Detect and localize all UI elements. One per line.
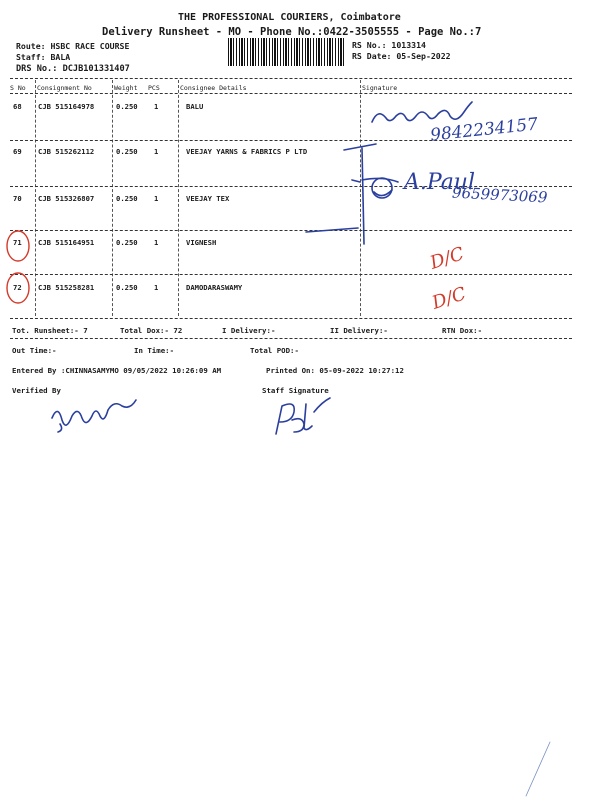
row-sno: 70 [13, 194, 22, 203]
entered-by: Entered By :CHINNASAMYMO 09/05/2022 10:26:09 AM [12, 366, 222, 375]
rtn-dox: RTN Dox:- [442, 326, 483, 335]
dc-mark: D/C [427, 243, 467, 274]
row-rule [10, 230, 572, 231]
row-consignment: CJB 515164978 [38, 102, 95, 111]
staff-label: Staff: BALA [16, 52, 71, 62]
row-sno: 71 [13, 238, 22, 247]
row-rule [10, 274, 572, 275]
second-delivery: II Delivery:- [330, 326, 388, 335]
row-pcs: 1 [154, 102, 159, 111]
row-sno: 68 [13, 102, 22, 111]
header-rule [10, 93, 572, 94]
row-consignee: DAMODARASWAMY [186, 283, 243, 292]
col-pcs: PCS [148, 84, 160, 92]
col-divider [178, 80, 179, 316]
row-pcs: 1 [154, 238, 159, 247]
verified-signature [46, 394, 146, 434]
route-label: Route: HSBC RACE COURSE [16, 41, 130, 51]
row-consignment: CJB 515258281 [38, 283, 95, 292]
total-dox: Total Dox:- 72 [120, 326, 183, 335]
dc-mark: D/C [429, 283, 469, 314]
col-sno: S No [10, 84, 26, 92]
row-sno: 69 [13, 147, 22, 156]
in-time: In Time:- [134, 346, 175, 355]
handwritten-phone: 9659973069 [451, 183, 548, 207]
staff-signature [268, 394, 338, 440]
col-weight: Weight [114, 84, 138, 92]
row-rule [10, 318, 572, 319]
rs-number: RS No.: 1013314 [352, 40, 426, 50]
out-time: Out Time:- [12, 346, 57, 355]
row-consignment: CJB 515164951 [38, 238, 95, 247]
row-pcs: 1 [154, 194, 159, 203]
row-weight: 0.250 [116, 194, 138, 203]
row-consignee: VEEJAY TEX [186, 194, 230, 203]
barcode [228, 38, 346, 66]
stray-mark [520, 740, 560, 800]
row-pcs: 1 [154, 147, 159, 156]
col-consignee: Consignee Details [180, 84, 247, 92]
col-consignment: Consignment No [37, 84, 92, 92]
runsheet-subtitle: Delivery Runsheet - MO - Phone No.:0422-3505555 - Page No.:7 [102, 26, 482, 38]
row-pcs: 1 [154, 283, 159, 292]
first-delivery: I Delivery:- [222, 326, 276, 335]
row-weight: 0.250 [116, 283, 138, 292]
row-consignment: CJB 515326807 [38, 194, 95, 203]
row-sno: 72 [13, 283, 22, 292]
handwritten-name: A.Paul [404, 170, 476, 195]
company-title: THE PROFESSIONAL COURIERS, Coimbatore [178, 12, 401, 23]
handwritten-phone: 9842234157 [429, 114, 539, 146]
row-weight: 0.250 [116, 238, 138, 247]
row-consignee: BALU [186, 102, 204, 111]
row-weight: 0.250 [116, 147, 138, 156]
total-runsheet: Tot. Runsheet:- 7 [12, 326, 88, 335]
drs-number: DRS No.: DCJB101331407 [16, 64, 130, 74]
printed-on: Printed On: 05-09-2022 10:27:12 [266, 366, 404, 375]
col-divider [112, 80, 113, 316]
rs-date: RS Date: 05-Sep-2022 [352, 51, 451, 61]
table-top-rule [10, 78, 572, 79]
row-consignment: CJB 515262112 [38, 147, 95, 156]
totals-rule [10, 338, 572, 339]
row-consignee: VIGNESH [186, 238, 217, 247]
staff-signature-label: Staff Signature [262, 386, 329, 395]
red-circle-marks [4, 226, 38, 308]
total-pod: Total POD:- [250, 346, 299, 355]
row-consignee: VEEJAY YARNS & FABRICS P LTD [186, 147, 308, 156]
row-weight: 0.250 [116, 102, 138, 111]
verified-by-label: Verified By [12, 386, 61, 395]
col-signature: Signature [362, 84, 398, 92]
